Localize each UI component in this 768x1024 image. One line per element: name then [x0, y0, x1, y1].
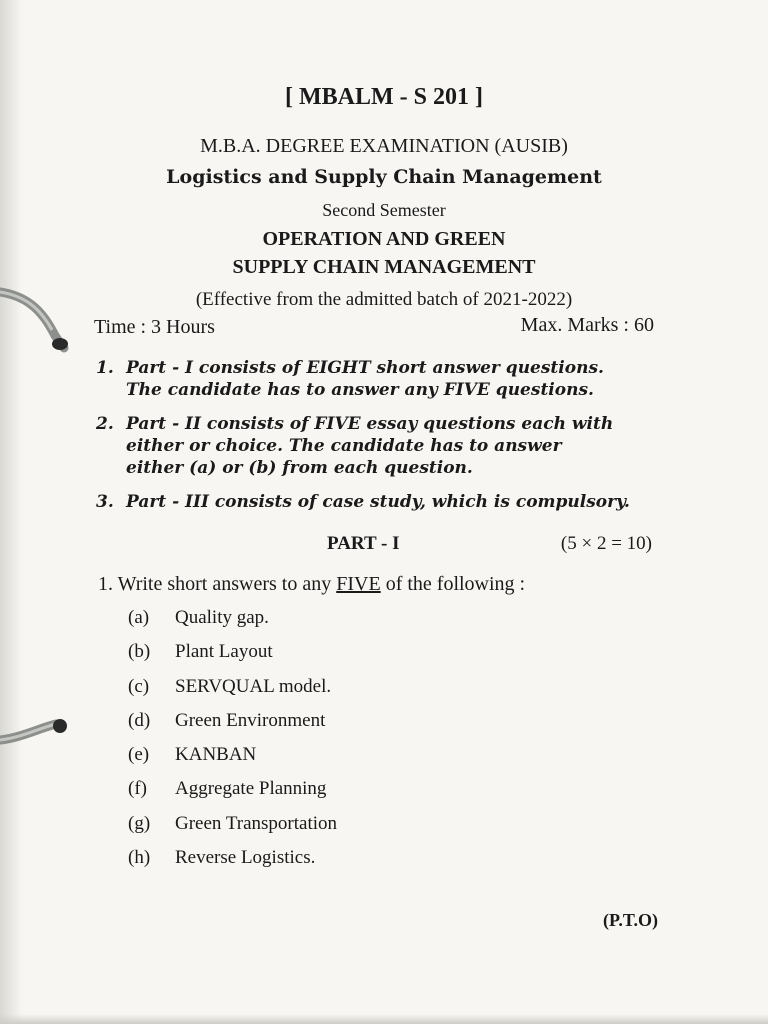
- question-1: [98, 573, 525, 596]
- semester: Second Semester: [322, 200, 446, 220]
- option-text: Quality gap.: [175, 607, 269, 628]
- instruction-line: The candidate has to answer any FIVE questions.: [126, 380, 594, 400]
- option-label: (a): [128, 607, 150, 628]
- binding-pin-icon: [0, 710, 72, 760]
- option-text: KANBAN: [175, 744, 257, 765]
- instruction-number: 2.: [96, 414, 114, 434]
- option-label: (d): [128, 710, 151, 731]
- part-heading: PART - I: [327, 533, 400, 554]
- option-text: Aggregate Planning: [175, 778, 327, 799]
- option-item: [128, 676, 331, 698]
- option-label: (f): [128, 778, 147, 799]
- exam-duration: Time : 3 Hours: [94, 316, 215, 338]
- instruction-number: 1.: [96, 358, 114, 378]
- option-item: [128, 778, 326, 800]
- option-item: [128, 813, 337, 835]
- option-label: (b): [128, 641, 151, 662]
- option-label: (h): [128, 847, 151, 868]
- instruction-number: 3.: [96, 492, 114, 512]
- option-label: (c): [128, 676, 150, 697]
- question-text-before: Write short answers to any: [117, 573, 332, 595]
- subject-name: Logistics and Supply Chain Management: [166, 166, 602, 188]
- paper-code: [ MBALM - S 201 ]: [285, 84, 483, 110]
- exam-name: M.B.A. DEGREE EXAMINATION (AUSIB): [200, 135, 568, 157]
- paper-title-line2: SUPPLY CHAIN MANAGEMENT: [232, 256, 536, 278]
- pto-note: (P.T.O): [602, 910, 658, 930]
- option-label: (e): [128, 744, 150, 765]
- instruction-line: either or choice. The candidate has to answer: [126, 436, 562, 456]
- option-text: Reverse Logistics.: [175, 847, 316, 868]
- page-bottom-shadow: [0, 1014, 768, 1024]
- instruction-line: Part - II consists of FIVE essay questions each with: [126, 414, 614, 434]
- max-marks: Max. Marks : 60: [520, 314, 654, 336]
- instruction-item: [96, 357, 666, 401]
- effective-batch: (Effective from the admitted batch of 2021-2022): [195, 289, 573, 310]
- option-text: Green Environment: [175, 710, 326, 731]
- option-item: [128, 607, 269, 629]
- part-marks: (5 × 2 = 10): [560, 533, 652, 554]
- question-emphasis: FIVE: [336, 573, 381, 595]
- option-item: [128, 710, 325, 732]
- option-item: [128, 641, 273, 663]
- option-label: (g): [128, 813, 151, 834]
- option-text: Green Transportation: [175, 813, 338, 834]
- option-text: SERVQUAL model.: [175, 676, 332, 697]
- instruction-line: Part - I consists of EIGHT short answer questions.: [126, 358, 604, 378]
- instruction-line: either (a) or (b) from each question.: [126, 458, 473, 478]
- option-item: [128, 847, 315, 869]
- paper-title-line1: OPERATION AND GREEN: [262, 228, 506, 250]
- option-item: [128, 744, 256, 766]
- question-number: 1.: [98, 573, 113, 595]
- instruction-item: [96, 413, 666, 479]
- instruction-item: [96, 491, 666, 513]
- instruction-line: Part - III consists of case study, which is compulsory.: [126, 492, 630, 512]
- option-text: Plant Layout: [175, 641, 273, 662]
- question-text-after: of the following :: [385, 573, 526, 595]
